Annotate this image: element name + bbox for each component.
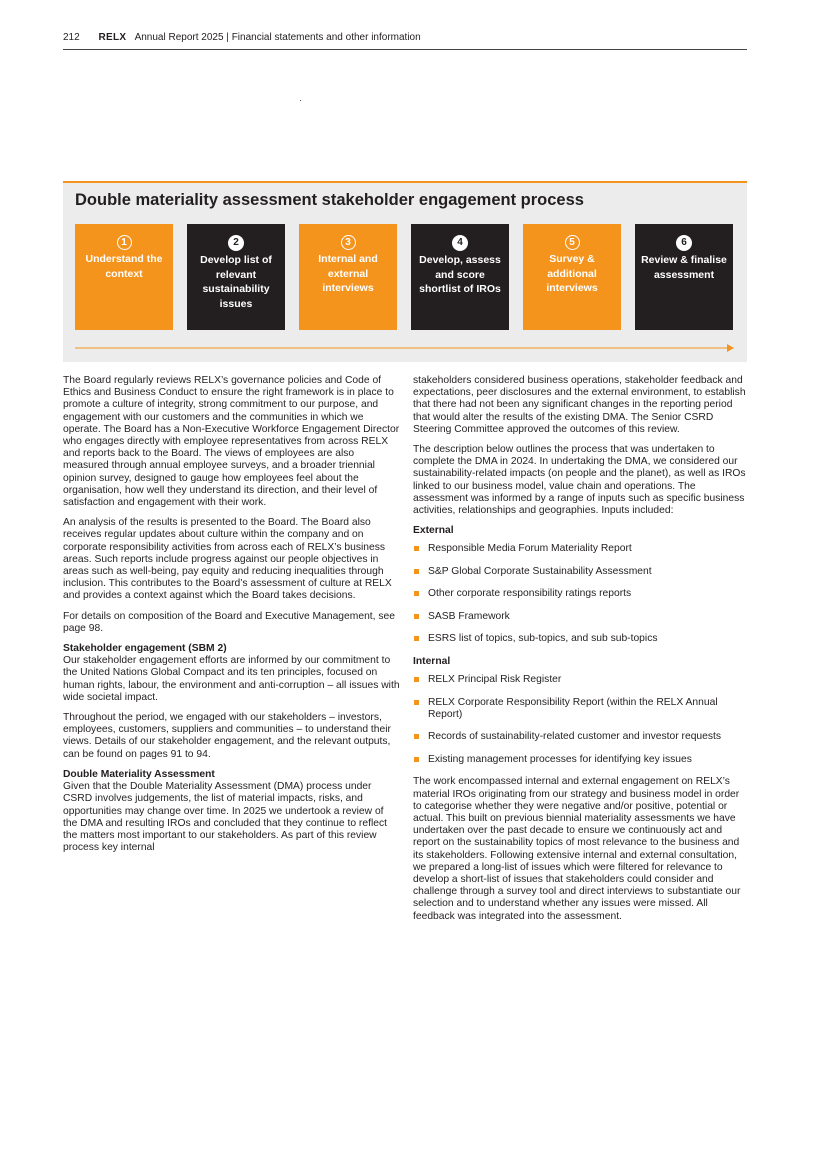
bullet-square-icon [414, 757, 419, 762]
process-arrow-icon [75, 343, 735, 353]
list-item: ESRS list of topics, sub-topics, and sub sub-topics [413, 633, 749, 645]
list-item: Records of sustainability-related customer and investor requests [413, 731, 749, 743]
list-item: Other corporate responsibility ratings reports [413, 588, 749, 600]
list-item: S&P Global Corporate Sustainability Assessment [413, 566, 749, 578]
bullet-square-icon [414, 677, 419, 682]
internal-inputs-list [413, 674, 749, 766]
list-item: Responsible Media Forum Materiality Report [413, 543, 749, 555]
paragraph: Throughout the period, we engaged with our stakeholders – investors, employees, customers, suppliers and communities – to understand their views. Details of our stakeholder engagement, and the relevant outputs, can be found on pages 91 to 94. [63, 712, 391, 760]
bullet-square-icon [414, 591, 419, 596]
paragraph: stakeholders considered business operations, stakeholder feedback and expectations, peer disclosures and the external environment, to establish that there had not been any significant changes in the reporting period that would alter the results of the existing DMA. The Senior CSRD Steering Committee approved the outcomes of this review. [413, 375, 746, 435]
paragraph: For details on composition of the Board and Executive Management, see page 98. [63, 610, 395, 634]
right-column [413, 375, 749, 931]
step-number: 5 [565, 235, 580, 250]
subheading-external: External [413, 525, 454, 537]
paragraph: The description below outlines the process that was undertaken to complete the DMA in 2024. In undertaking the DMA, we considered our sustainability-related impacts (on people and the planet), as well as IROs linked to our business model, value chain and operations. The assessment was informed by a range of inputs such as specific business activities, relationships and geographies. Inputs included: [413, 444, 746, 517]
step-number: 1 [117, 235, 132, 250]
bullet-square-icon [414, 614, 419, 619]
list-item: SASB Framework [413, 611, 749, 623]
process-panel [63, 181, 747, 362]
step-label: Internal and external interviews [318, 253, 378, 294]
section-heading: Double Materiality Assessment [63, 768, 215, 780]
step-label: Develop, assess and score shortlist of IROs [419, 254, 501, 295]
list-item: Existing management processes for identifying key issues [413, 754, 749, 766]
stray-dot [300, 100, 301, 101]
page-header [63, 30, 747, 50]
bullet-square-icon [414, 569, 419, 574]
bullet-square-icon [414, 636, 419, 641]
paragraph: The work encompassed internal and external engagement on RELX’s material IROs originating from our strategy and business model in order to categorise whether they were negative and/or positive, potential or actual. This built on previous biennial materiality assessments we have undertaken over the past decade to ensure we continuously act and report on the sustainability topics of most relevance to the business and its stakeholders. Following extensive internal and external consultation, we prepared a long-list of issues which were filtered for relevance to develop a short-list of issues that stakeholders could consider and challenge through a survey tool and direct interviews to substantiate our selection and to understand whether any issues were missed. All feedback was integrated into the assessment. [413, 776, 741, 922]
step-3 [299, 224, 397, 330]
brand-name: RELX [98, 32, 127, 43]
paragraph: Our stakeholder engagement efforts are informed by our commitment to the United Nations Global Compact and its ten principles, focused on human rights, labour, the environment and anti-corruption – all issues with wide societal impact. [63, 655, 400, 703]
step-label: Develop list of relevant sustainability issues [200, 254, 272, 310]
subheading-internal: Internal [413, 655, 451, 667]
page-number: 212 [63, 32, 80, 43]
paragraph: An analysis of the results is presented to the Board. The Board also receives regular updates about culture within the company and on corporate responsibility activities from across each of RELX’s business areas. Such reports include progress against our people objectives in areas such as well-being, pay equity and reducing inequalities through inclusion. This contributes to the Board’s assessment of culture at RELX and provides a context against which the Board takes decisions. [63, 517, 392, 602]
bullet-square-icon [414, 700, 419, 705]
step-number: 4 [452, 235, 468, 251]
step-4 [411, 224, 509, 330]
section-heading: Stakeholder engagement (SBM 2) [63, 643, 227, 655]
step-1 [75, 224, 173, 330]
process-steps [75, 224, 733, 330]
list-item: RELX Principal Risk Register [413, 674, 749, 686]
step-label: Review & finalise assessment [641, 254, 727, 281]
step-number: 3 [341, 235, 356, 250]
step-5 [523, 224, 621, 330]
step-label: Understand the context [85, 253, 163, 280]
paragraph: Given that the Double Materiality Assessment (DMA) process under CSRD involves judgements, the list of material impacts, risks, and opportunities may change over time. In 2025 we undertook a review of the DMA and resulting IROs and concluded that they continue to reflect the matters most important to our stakeholders. As part of this review process key internal [63, 781, 387, 854]
step-2 [187, 224, 285, 330]
step-number: 2 [228, 235, 244, 251]
step-6 [635, 224, 733, 330]
list-item: RELX Corporate Responsibility Report (within the RELX Annual Report) [413, 697, 749, 721]
process-title: Double materiality assessment stakeholder engagement process [75, 191, 584, 209]
step-label: Survey & additional interviews [546, 253, 598, 294]
left-column [63, 375, 400, 862]
paragraph: The Board regularly reviews RELX’s governance policies and Code of Ethics and Business Conduct to ensure the right framework is in place to promote a culture of integrity, strong commitment to our purpose, and engagement with our customers and the communities in which we operate. The Board has a Non-Executive Workforce Engagement Director who engages directly with employee representatives from across RELX and reports back to the Board. The views of employees are also measured through annual employee surveys, and a broader triennial opinion survey, designed to gauge how employees feel about the organisation, how well they understand its direction, and their level of satisfaction and engagement with their work. [63, 375, 400, 509]
report-title: Annual Report 2025 | Financial statements and other information [134, 32, 421, 43]
step-number: 6 [676, 235, 692, 251]
bullet-square-icon [414, 546, 419, 551]
external-inputs-list [413, 543, 749, 645]
bullet-square-icon [414, 734, 419, 739]
